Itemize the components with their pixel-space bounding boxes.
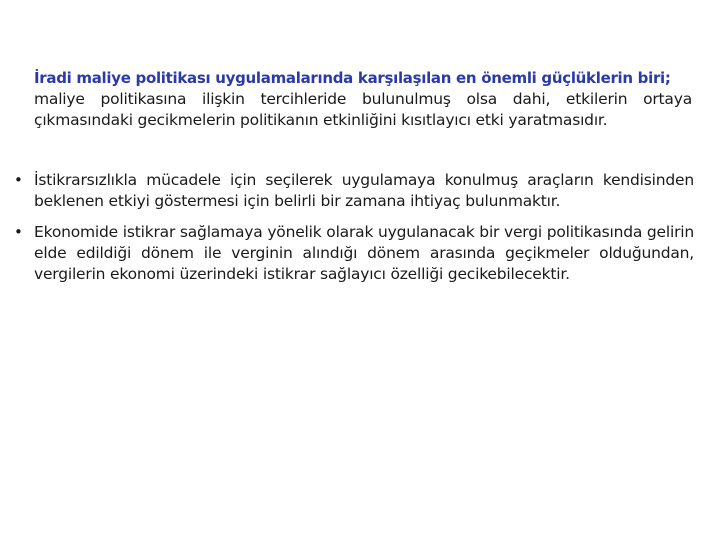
bullet-item <box>14 222 694 285</box>
bullet-dot-icon: • <box>14 171 23 189</box>
bullet-dot-icon: • <box>14 223 23 241</box>
bullet-text: Ekonomide istikrar sağlamaya yönelik olarak uygulanacak bir vergi politikasında gelirin elde edildiği dönem ile verginin alındığı dönem arasında geçikmeler olduğundan, vergilerin ekonomi üzerindeki istikrar sağlayıcı özelliği gecikebilecektir. <box>34 223 694 283</box>
bullet-item <box>14 170 694 212</box>
intro-paragraph <box>34 68 692 131</box>
intro-body-text: maliye politikasına ilişkin tercihleride bulunulmuş olsa dahi, etkilerin ortaya çıkmasındaki gecikmelerin politikanın etkinliğini kısıtlayıcı etki yaratmasıdır. <box>34 90 692 129</box>
bullet-text: İstikrarsızlıkla mücadele için seçilerek uygulamaya konulmuş araçların kendisinden beklenen etkiyi göstermesi için belirli bir zamana ihtiyaç bulunmaktır. <box>34 171 694 210</box>
intro-lead-heading: İradi maliye politikası uygulamalarında karşılaşılan en önemli güçlüklerin biri; <box>34 69 671 87</box>
